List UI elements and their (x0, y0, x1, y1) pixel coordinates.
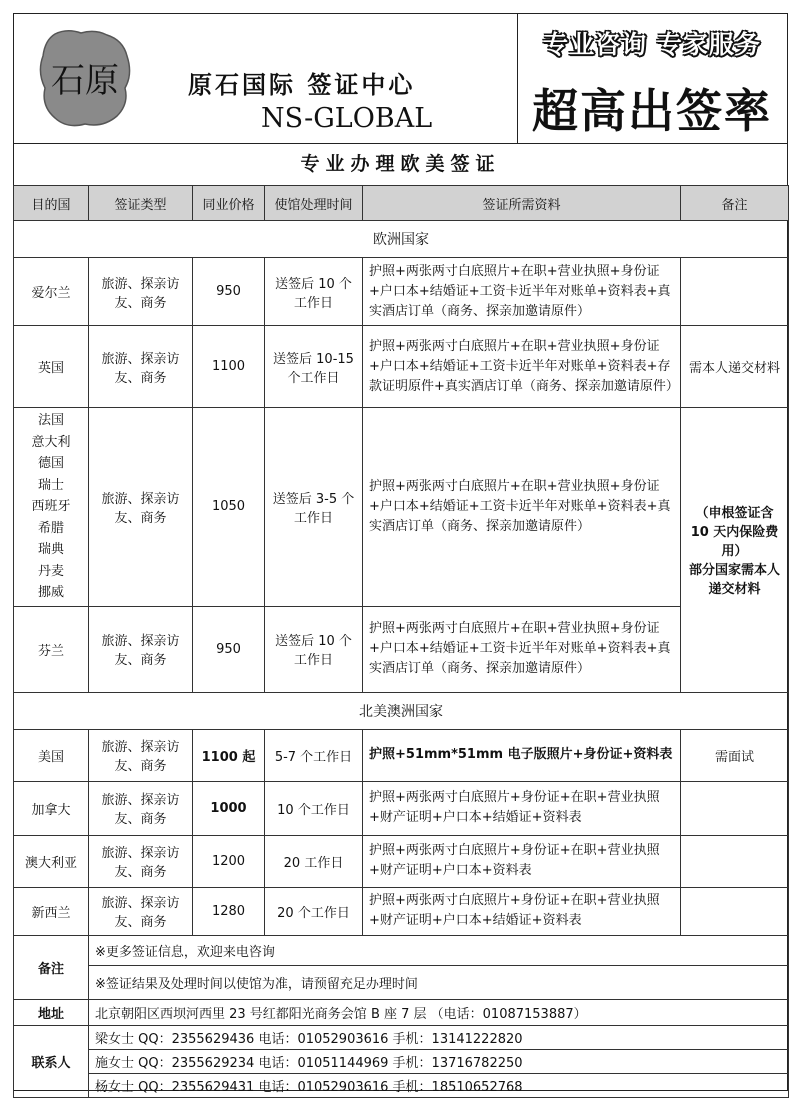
visa-type-cell: 旅游、探亲访友、商务 (89, 781, 193, 835)
processing-cell: 5-7 个工作日 (265, 729, 363, 781)
col-header-note: 备注 (681, 186, 789, 221)
processing-cell: 20 个工作日 (265, 887, 363, 935)
contact-line: 杨女士 QQ：2355629431 电话：01052903616 手机：18510652768 (89, 1073, 789, 1097)
price-cell: 1100 起 (193, 729, 265, 781)
note-cell-schengen (681, 408, 789, 693)
contact-row (14, 1073, 789, 1097)
country-name: 德国 (37, 456, 64, 471)
processing-cell: 送签后 3-5 个工作日 (265, 408, 363, 607)
visa-type-cell: 旅游、探亲访友、商务 (89, 258, 193, 326)
country-cell: 爱尔兰 (14, 258, 89, 326)
table-row (14, 408, 789, 607)
price-cell: 1050 (193, 408, 265, 607)
contact-row (14, 1049, 789, 1073)
materials-cell: 护照+两张两寸白底照片+身份证+在职+营业执照+财产证明+户口本+结婚证+资料表 (363, 887, 681, 935)
col-header-visa-type: 签证类型 (89, 186, 193, 221)
price-cell: 950 (193, 258, 265, 326)
note-cell (681, 887, 789, 935)
header-rule (13, 143, 788, 144)
country-list-cell (14, 408, 89, 607)
company-latin-name: NS-GLOBAL (261, 103, 433, 134)
company-name: 原石国际 签证中心 (188, 71, 416, 99)
table-row (14, 326, 789, 408)
processing-cell: 10 个工作日 (265, 781, 363, 835)
country-name: 法国 (37, 413, 64, 428)
country-name: 瑞士 (37, 477, 64, 493)
price-cell: 1100 (193, 326, 265, 408)
remarks-row (14, 935, 789, 965)
table-row (14, 729, 789, 781)
visa-type-cell: 旅游、探亲访友、商务 (89, 326, 193, 408)
country-cell: 澳大利亚 (14, 835, 89, 887)
processing-cell: 20 工作日 (265, 835, 363, 887)
country-cell: 英国 (14, 326, 89, 408)
contacts-label: 联系人 (14, 1025, 89, 1097)
region-row-europe (14, 221, 789, 258)
processing-cell: 送签后 10 个工作日 (265, 258, 363, 326)
table-row (14, 781, 789, 835)
note-cell: 需面试 (681, 729, 789, 781)
price-cell: 1200 (193, 835, 265, 887)
contact-line: 施女士 QQ：2355629234 电话：01051144969 手机：13716782250 (89, 1049, 789, 1073)
materials-cell: 护照+两张两寸白底照片+在职+营业执照+身份证+户口本+结婚证+工资卡近半年对账单+资料表+真实酒店订单（商务、探亲加邀请原件） (363, 408, 681, 607)
visa-type-cell: 旅游、探亲访友、商务 (89, 408, 193, 607)
company-logo-icon (37, 28, 133, 130)
remark-text: ※更多签证信息，欢迎来电咨询 (89, 935, 789, 965)
price-cell: 1280 (193, 887, 265, 935)
materials-cell: 护照+两张两寸白底照片+身份证+在职+营业执照+财产证明+户口本+资料表 (363, 835, 681, 887)
address-label: 地址 (14, 999, 89, 1025)
visa-type-cell: 旅游、探亲访友、商务 (89, 606, 193, 692)
note-cell (681, 781, 789, 835)
header-divider (517, 13, 518, 143)
country-name: 希腊 (37, 520, 64, 536)
country-cell: 新西兰 (14, 887, 89, 935)
region-label: 北美澳洲国家 (14, 692, 789, 729)
note-in-person: 部分国家需本人递交材料 (688, 563, 780, 598)
country-name: 丹麦 (37, 563, 64, 579)
remarks-label: 备注 (14, 935, 89, 999)
price-cell: 1000 (193, 781, 265, 835)
address-row (14, 999, 789, 1025)
processing-cell: 送签后 10 个工作日 (265, 606, 363, 692)
country-name: 挪威 (37, 585, 64, 600)
materials-cell: 护照+两张两寸白底照片+在职+营业执照+身份证+户口本+结婚证+工资卡近半年对账单+资料表+存款证明原件+真实酒店订单（商务、探亲加邀请原件） (363, 326, 681, 408)
country-cell: 芬兰 (14, 606, 89, 692)
visa-type-cell: 旅游、探亲访友、商务 (89, 887, 193, 935)
col-header-country: 目的国 (14, 186, 89, 221)
address-text: 北京朝阳区西坝河西里 23 号红都阳光商务会馆 B 座 7 层 （电话：01087153887） (89, 999, 789, 1025)
table-row (14, 887, 789, 935)
table-header-row (14, 186, 789, 221)
col-header-materials: 签证所需资料 (363, 186, 681, 221)
country-cell: 美国 (14, 729, 89, 781)
remarks-row (14, 965, 789, 999)
price-cell: 950 (193, 606, 265, 692)
table-row (14, 835, 789, 887)
contact-row (14, 1025, 789, 1049)
note-cell (681, 258, 789, 326)
note-cell: 需本人递交材料 (681, 326, 789, 408)
region-label: 欧洲国家 (14, 221, 789, 258)
visa-type-cell: 旅游、探亲访友、商务 (89, 835, 193, 887)
country-name: 西班牙 (31, 499, 71, 514)
region-row-north-america-oceania (14, 692, 789, 729)
header (13, 13, 788, 143)
country-name: 意大利 (31, 434, 71, 450)
page-subtitle: 专业办理欧美签证 (300, 153, 501, 175)
contact-line: 梁女士 QQ：2355629436 电话：01052903616 手机：13141222820 (89, 1025, 789, 1049)
col-header-price: 同业价格 (193, 186, 265, 221)
note-cell (681, 835, 789, 887)
materials-cell: 护照+两张两寸白底照片+在职+营业执照+身份证+户口本+结婚证+工资卡近半年对账单+资料表+真实酒店订单（商务、探亲加邀请原件） (363, 258, 681, 326)
slogan-approval-rate: 超高出签率 (532, 84, 772, 138)
visa-type-cell: 旅游、探亲访友、商务 (89, 729, 193, 781)
note-insurance: （申根签证含10 天内保险费用） (690, 506, 779, 560)
table-row (14, 606, 789, 692)
country-cell: 加拿大 (14, 781, 89, 835)
visa-table (13, 185, 789, 1098)
materials-cell: 护照+两张两寸白底照片+在职+营业执照+身份证+户口本+结婚证+工资卡近半年对账单+资料表+真实酒店订单（商务、探亲加邀请原件） (363, 606, 681, 692)
materials-cell: 护照+两张两寸白底照片+身份证+在职+营业执照+财产证明+户口本+结婚证+资料表 (363, 781, 681, 835)
remark-text: ※签证结果及处理时间以使馆为准，请预留充足办理时间 (89, 965, 789, 999)
slogan-service: 专业咨询 专家服务 (543, 30, 761, 59)
col-header-processing: 使馆处理时间 (265, 186, 363, 221)
processing-cell: 送签后 10-15 个工作日 (265, 326, 363, 408)
table-row (14, 258, 789, 326)
country-name: 瑞典 (37, 542, 64, 557)
svg-text:石原: 石原 (51, 61, 119, 101)
materials-cell: 护照+51mm*51mm 电子版照片+身份证+资料表 (363, 729, 681, 781)
